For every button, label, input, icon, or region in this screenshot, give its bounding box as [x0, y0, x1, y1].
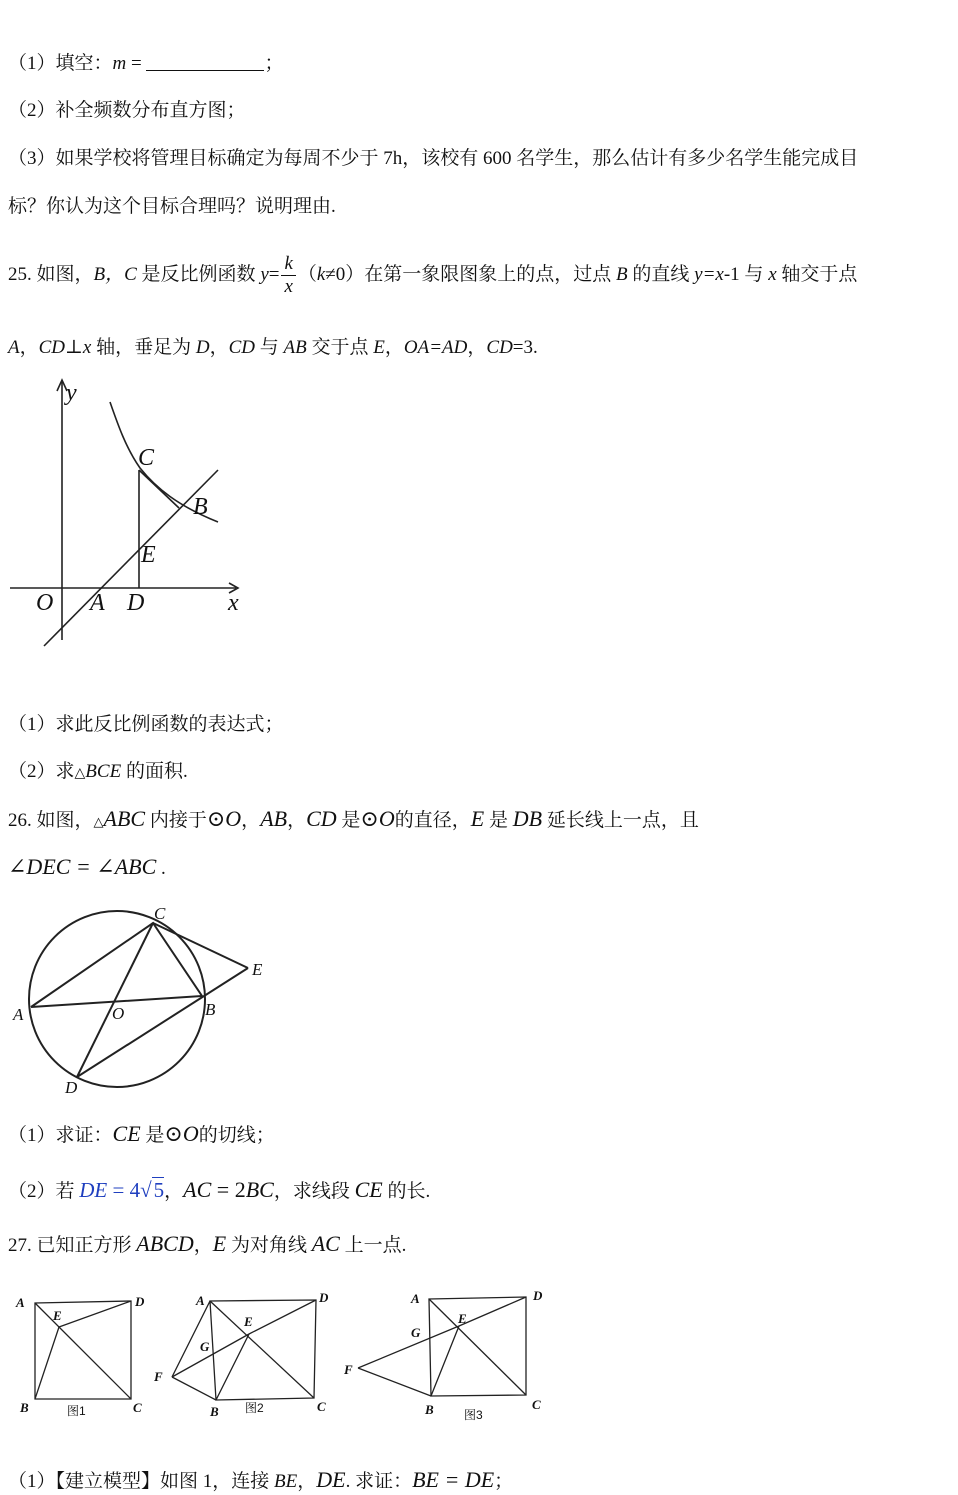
q27-figure-3 — [343, 1288, 543, 1422]
formula-eq: = 4 — [107, 1178, 141, 1202]
q24-part1 — [8, 51, 283, 77]
label-b: B — [20, 1400, 29, 1415]
q26-text: 内接于 — [145, 810, 207, 831]
circle-o: O — [182, 1121, 199, 1146]
q25-part2-text: 的面积. — [121, 761, 188, 782]
seg-ac: AC — [183, 1177, 212, 1202]
q26-text: . — [156, 858, 166, 879]
answer-blank — [146, 52, 264, 71]
diagonal-ac-line — [210, 1301, 314, 1398]
q25-text: 轴，垂足为 — [91, 337, 196, 358]
label-e: E — [244, 1314, 253, 1329]
label-c: C — [154, 904, 166, 923]
q25-line-eq: y=x — [694, 264, 724, 285]
q25-condition: OA=AD — [403, 337, 468, 358]
label-e: E — [53, 1308, 62, 1323]
q26-part2-text: ， — [164, 1181, 184, 1202]
q26-text: 26. 如图， — [8, 810, 94, 831]
q25-seg-cd: CD — [486, 337, 513, 358]
label-f: F — [154, 1369, 163, 1384]
q25-text: ， — [19, 337, 39, 358]
segment-fe — [172, 1334, 249, 1377]
segment-de — [249, 1300, 316, 1334]
label-f: F — [344, 1362, 353, 1377]
q25-text: ≠0）在第一象限图象上的点，过点 — [325, 264, 617, 285]
seg-de: DE — [79, 1178, 108, 1202]
q26-text: 是 — [484, 810, 513, 831]
q26-text: 的直径， — [394, 810, 471, 831]
blue-formula: DE = 4√5 — [79, 1178, 165, 1202]
q25-text: =3. — [512, 337, 538, 358]
point-e: E — [212, 1231, 227, 1256]
q26-text: ， — [241, 810, 261, 831]
segment-fb — [172, 1377, 216, 1400]
triangle-bce: BCE — [85, 761, 122, 782]
label-d: D — [127, 590, 145, 616]
q24-part1-prefix: （1）填空： — [8, 53, 113, 74]
label-a: A — [16, 1295, 25, 1310]
q24-part1-end: ； — [264, 53, 284, 74]
q27-part1-text: （1）【建立模型】如图 1，连接 — [8, 1471, 275, 1492]
q26-part2 — [8, 1177, 430, 1205]
q26-part1-text: 是 — [140, 1125, 165, 1146]
square-abcd: ABCD — [136, 1231, 194, 1256]
segment-de — [59, 1301, 131, 1327]
q25-seg-cd: CD — [38, 337, 66, 358]
q25-figure — [0, 370, 270, 660]
seg-de: DE — [316, 1467, 346, 1492]
q25-part1: （1）求此反比例函数的表达式； — [8, 714, 284, 735]
q26-stem-line2 — [8, 854, 166, 882]
circle-o: O — [378, 806, 395, 831]
label-o: O — [36, 590, 54, 616]
q25-var-y: y — [260, 264, 269, 285]
q27-text: 为对角线 — [226, 1235, 312, 1256]
q26-text: ， — [287, 810, 307, 831]
figure-3-caption: 图3 — [464, 1408, 483, 1422]
q25-fraction — [281, 253, 295, 298]
q27-part1-text: . 求证： — [345, 1471, 413, 1492]
q25-text: 交于点 — [306, 337, 374, 358]
diagonal-ac: AC — [311, 1231, 340, 1256]
triangle-abc: ABC — [103, 806, 146, 831]
fraction-numerator: k — [281, 253, 295, 276]
formula-eq: = 2 — [211, 1177, 246, 1202]
q25-text: 的直线 — [627, 264, 695, 285]
q24-var-m: m — [112, 53, 127, 74]
label-e: E — [141, 542, 156, 568]
q25-text: ， — [209, 337, 229, 358]
q25-points-bc: B，C — [93, 264, 137, 285]
label-b: B — [210, 1404, 219, 1419]
q27-text: 27. 已知正方形 — [8, 1235, 137, 1256]
label-x: x — [228, 590, 239, 616]
q25-text: 25. 如图， — [8, 264, 94, 285]
q27-stem — [8, 1231, 406, 1259]
segment-fe — [358, 1326, 459, 1368]
label-a: A — [90, 590, 105, 616]
q26-part2-text: （2）若 — [8, 1181, 80, 1202]
segment-de — [459, 1297, 526, 1326]
segment-cb — [139, 470, 179, 508]
q25-point-d: D — [195, 337, 210, 358]
q25-part2-text: （2）求 — [8, 761, 75, 782]
label-g: G — [411, 1325, 421, 1340]
q25-text: ， — [467, 337, 487, 358]
label-a: A — [411, 1291, 420, 1306]
circle-o: O — [225, 806, 242, 831]
label-a: A — [196, 1293, 205, 1308]
seg-bc: BC — [245, 1177, 274, 1202]
line-de — [77, 968, 248, 1077]
q26-figure — [0, 900, 280, 1100]
q27-part1-text: ； — [494, 1471, 514, 1492]
circle-dot-symbol: ⊙ — [164, 1121, 183, 1146]
q26-text: 是 — [336, 810, 361, 831]
segment-fb — [358, 1368, 431, 1396]
q25-text: -1 与 — [723, 264, 769, 285]
label-g: G — [200, 1339, 210, 1354]
triangle-symbol: △ — [74, 766, 86, 781]
q27-part1-text: ， — [297, 1471, 317, 1492]
circle-dot-symbol: ⊙ — [360, 806, 379, 831]
q24-eq: = — [126, 53, 147, 74]
q25-text: 是反比例函数 — [136, 264, 261, 285]
q27-text: ， — [193, 1235, 213, 1256]
label-y: y — [66, 380, 77, 406]
label-b: B — [193, 494, 208, 520]
perpendicular-symbol: ⊥ — [65, 337, 83, 358]
q25-text: 轴交于点 — [776, 264, 858, 285]
q25-point-a: A — [8, 337, 20, 358]
segment-be — [35, 1327, 59, 1399]
q25-seg-ab: AB — [283, 337, 307, 358]
label-d: D — [533, 1288, 543, 1303]
label-b: B — [205, 1000, 216, 1019]
seg-be: BE — [274, 1471, 298, 1492]
seg-db: DB — [512, 806, 543, 831]
label-c: C — [138, 445, 155, 471]
figure-1-caption: 图1 — [67, 1404, 86, 1418]
triangle-symbol: △ — [93, 814, 104, 829]
q26-part1 — [8, 1121, 275, 1149]
seg-cd: CD — [306, 806, 337, 831]
q26-part2-text: 的长. — [382, 1181, 431, 1202]
angle-condition: ∠DEC = ∠ABC — [8, 854, 157, 879]
q25-point-e: E — [373, 337, 385, 358]
equation-be-de: BE = DE — [412, 1467, 495, 1492]
seg-ab: AB — [260, 806, 288, 831]
label-d: D — [135, 1294, 145, 1309]
label-e: E — [252, 960, 263, 979]
circle-o-shape — [29, 911, 205, 1087]
label-d: D — [65, 1078, 78, 1097]
label-e: E — [458, 1311, 467, 1326]
q26-part2-text: ，求线段 — [273, 1181, 355, 1202]
q24-part2: （2）补全频数分布直方图； — [8, 100, 246, 121]
q25-stem-line2 — [8, 335, 538, 361]
label-d: D — [319, 1290, 329, 1305]
q25-text: （ — [297, 264, 317, 285]
label-b: B — [425, 1402, 434, 1417]
q27-figure-2 — [153, 1290, 329, 1419]
q24-part3-line2: 标？你认为这个目标合理吗？说明理由. — [8, 196, 336, 217]
q25-var-k: k — [316, 264, 326, 285]
q26-stem-line1 — [8, 806, 699, 835]
q25-stem-line1 — [8, 252, 857, 298]
diagonal-ac-line — [35, 1303, 131, 1399]
seg-ce: CE — [354, 1177, 383, 1202]
line-ab — [44, 470, 218, 646]
q27-figures — [0, 1280, 560, 1425]
seg-ce: CE — [112, 1121, 141, 1146]
label-c: C — [317, 1399, 326, 1414]
fraction-denominator: x — [284, 276, 293, 298]
figure-2-caption: 图2 — [245, 1401, 264, 1415]
q25-var-x: x — [768, 264, 777, 285]
q26-part1-text: 的切线； — [198, 1125, 275, 1146]
diagonal-ac-line — [429, 1299, 526, 1395]
circle-dot-symbol: ⊙ — [206, 806, 226, 831]
q25-eq: = — [268, 264, 280, 285]
sqrt-radicand: 5 — [153, 1178, 165, 1202]
q27-part1 — [8, 1467, 513, 1495]
q27-text: 上一点. — [339, 1235, 407, 1256]
label-c: C — [532, 1397, 541, 1412]
q25-part2 — [8, 759, 188, 787]
q25-var-x: x — [82, 337, 92, 358]
label-a: A — [13, 1005, 24, 1024]
q27-figure-1 — [15, 1294, 145, 1418]
point-e: E — [470, 806, 485, 831]
q25-text: ， — [384, 337, 404, 358]
label-c: C — [133, 1400, 142, 1415]
q26-part1-text: （1）求证： — [8, 1125, 113, 1146]
q25-seg-cd: CD — [228, 337, 256, 358]
q24-part3-line1: （3）如果学校将管理目标确定为每周不少于 7h，该校有 600 名学生，那么估计有多少名学生能完成目 — [8, 148, 859, 169]
label-o: O — [112, 1004, 125, 1023]
q25-text: 与 — [255, 337, 284, 358]
q26-text: 延长线上一点，且 — [542, 810, 699, 831]
q25-point-b: B — [616, 264, 628, 285]
